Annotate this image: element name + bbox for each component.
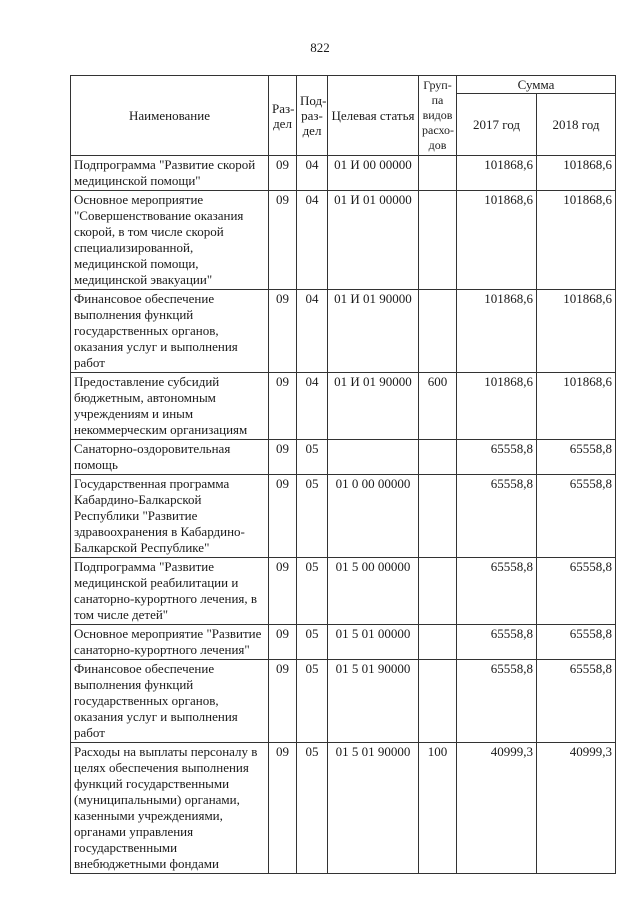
row-target: 01 И 01 90000 — [328, 373, 419, 440]
row-amount-2018: 101868,6 — [537, 373, 616, 440]
row-amount-2017: 101868,6 — [457, 373, 537, 440]
row-section: 09 — [269, 558, 297, 625]
row-amount-2018: 65558,8 — [537, 475, 616, 558]
table-row — [71, 475, 616, 558]
row-name: Санаторно-оздоровительная помощь — [71, 440, 269, 475]
row-target — [328, 440, 419, 475]
row-expense-group — [419, 156, 457, 191]
table-row — [71, 558, 616, 625]
row-expense-group — [419, 290, 457, 373]
row-expense-group — [419, 660, 457, 743]
row-name: Государственная программа Кабардино-Балкарской Республики "Развитие здравоохранения в Кабардино-Балкарской Республике" — [71, 475, 269, 558]
header-expense-group: Груп-па видов расхо-дов — [419, 76, 457, 156]
row-amount-2018: 65558,8 — [537, 625, 616, 660]
header-sum: Сумма — [457, 76, 616, 94]
row-target: 01 И 01 00000 — [328, 191, 419, 290]
row-name: Расходы на выплаты персоналу в целях обеспечения выполнения функций государственными (муниципальными) органами, казенными учреждениями, органами управления государственными внебюджетными фондами — [71, 743, 269, 874]
budget-table — [70, 75, 616, 874]
row-name: Финансовое обеспечение выполнения функций государственных органов, оказания услуг и выполнения работ — [71, 660, 269, 743]
row-amount-2018: 101868,6 — [537, 290, 616, 373]
table-row — [71, 290, 616, 373]
row-section: 09 — [269, 660, 297, 743]
row-amount-2017: 40999,3 — [457, 743, 537, 874]
row-target: 01 И 01 90000 — [328, 290, 419, 373]
table-row — [71, 625, 616, 660]
header-name: Наименование — [71, 76, 269, 156]
row-amount-2017: 65558,8 — [457, 475, 537, 558]
table-row — [71, 156, 616, 191]
row-target: 01 5 00 00000 — [328, 558, 419, 625]
row-amount-2017: 101868,6 — [457, 290, 537, 373]
row-expense-group — [419, 440, 457, 475]
row-amount-2018: 65558,8 — [537, 558, 616, 625]
row-amount-2018: 101868,6 — [537, 156, 616, 191]
row-section: 09 — [269, 475, 297, 558]
row-target: 01 5 01 90000 — [328, 660, 419, 743]
row-name: Основное мероприятие "Совершенствование оказания скорой, в том числе скорой специализированной, медицинской помощи, медицинской эвакуации" — [71, 191, 269, 290]
row-subsection: 05 — [297, 743, 328, 874]
row-amount-2017: 65558,8 — [457, 660, 537, 743]
row-amount-2017: 101868,6 — [457, 156, 537, 191]
row-target: 01 5 01 90000 — [328, 743, 419, 874]
row-amount-2018: 65558,8 — [537, 440, 616, 475]
table-row — [71, 743, 616, 874]
row-target: 01 0 00 00000 — [328, 475, 419, 558]
row-name: Предоставление субсидий бюджетным, автономным учреждениям и иным некоммерческим организациям — [71, 373, 269, 440]
row-subsection: 05 — [297, 475, 328, 558]
row-amount-2017: 101868,6 — [457, 191, 537, 290]
table-body — [71, 156, 616, 874]
row-subsection: 05 — [297, 625, 328, 660]
header-section: Раз-дел — [269, 76, 297, 156]
row-amount-2017: 65558,8 — [457, 440, 537, 475]
row-expense-group — [419, 558, 457, 625]
row-name: Основное мероприятие "Развитие санаторно-курортного лечения" — [71, 625, 269, 660]
row-name: Подпрограмма "Развитие медицинской реабилитации и санаторно-курортного лечения, в том числе детей" — [71, 558, 269, 625]
row-section: 09 — [269, 625, 297, 660]
row-subsection: 04 — [297, 156, 328, 191]
row-subsection: 04 — [297, 373, 328, 440]
page-number: 822 — [310, 40, 330, 55]
header-year-2018: 2018 год — [537, 94, 616, 156]
row-subsection: 04 — [297, 290, 328, 373]
row-section: 09 — [269, 373, 297, 440]
table-row — [71, 373, 616, 440]
row-amount-2018: 40999,3 — [537, 743, 616, 874]
row-amount-2017: 65558,8 — [457, 625, 537, 660]
row-subsection: 04 — [297, 191, 328, 290]
row-name: Финансовое обеспечение выполнения функций государственных органов, оказания услуг и выполнения работ — [71, 290, 269, 373]
table-row — [71, 660, 616, 743]
header-subsection: Под-раз-дел — [297, 76, 328, 156]
row-name: Подпрограмма "Развитие скорой медицинской помощи" — [71, 156, 269, 191]
row-expense-group — [419, 191, 457, 290]
row-section: 09 — [269, 156, 297, 191]
row-subsection: 05 — [297, 558, 328, 625]
row-section: 09 — [269, 191, 297, 290]
row-expense-group — [419, 625, 457, 660]
row-section: 09 — [269, 743, 297, 874]
row-section: 09 — [269, 440, 297, 475]
row-expense-group: 600 — [419, 373, 457, 440]
row-expense-group: 100 — [419, 743, 457, 874]
table-row — [71, 191, 616, 290]
row-target: 01 И 00 00000 — [328, 156, 419, 191]
header-target: Целевая статья — [328, 76, 419, 156]
header-year-2017: 2017 год — [457, 94, 537, 156]
row-amount-2017: 65558,8 — [457, 558, 537, 625]
row-subsection: 05 — [297, 440, 328, 475]
row-expense-group — [419, 475, 457, 558]
table-row — [71, 440, 616, 475]
row-amount-2018: 101868,6 — [537, 191, 616, 290]
row-target: 01 5 01 00000 — [328, 625, 419, 660]
row-amount-2018: 65558,8 — [537, 660, 616, 743]
row-subsection: 05 — [297, 660, 328, 743]
row-section: 09 — [269, 290, 297, 373]
